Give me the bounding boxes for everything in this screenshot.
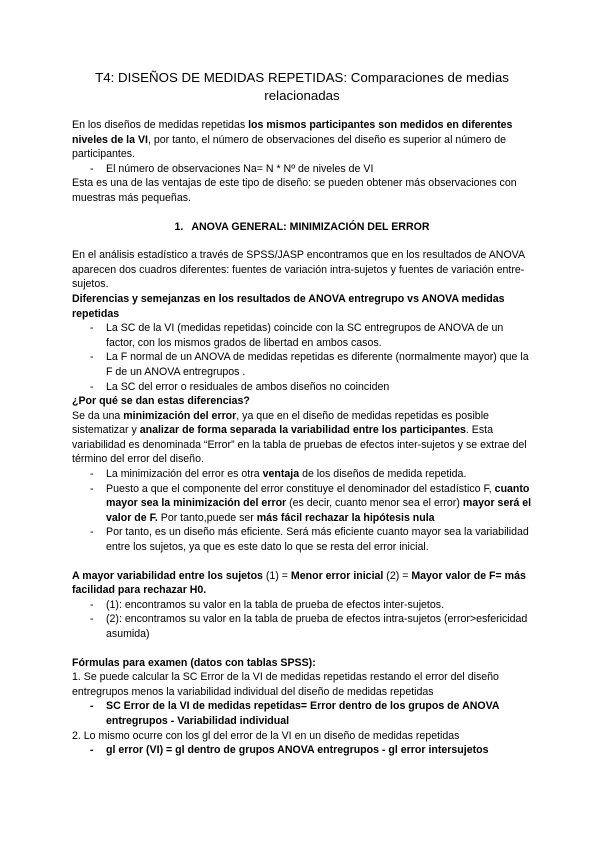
differences-heading: Diferencias y semejanzas en los resultados de ANOVA entregrupo vs ANOVA medidas repetidas: [72, 292, 505, 320]
formulas-heading: Fórmulas para examen (datos con tablas SPSS):: [72, 656, 316, 669]
list-item-text: La F normal de un ANOVA de medidas repetidas es diferente (normalmente mayor) que la F de un ANOVA entregrupos .: [106, 351, 529, 378]
variability-bold-a: A mayor variabilidad entre los sujetos: [72, 569, 263, 582]
why-paragraph: [72, 409, 532, 467]
list-item: [72, 321, 532, 350]
list-item: [72, 612, 532, 641]
list-item: [72, 350, 532, 379]
list-item: [72, 598, 532, 613]
variability-bold-c: Menor error inicial: [290, 569, 384, 582]
list-item-text: La SC de la VI (medidas repetidas) coincide con la SC entregrupos de ANOVA de un factor, con los mismos grados de libertad en ambos casos.: [106, 322, 504, 349]
dash-bullet: -: [90, 482, 94, 495]
section-heading: [72, 220, 532, 235]
item-text: de los diseños de medida repetida.: [299, 468, 467, 481]
item-text-bold: mayor será el valor de F.: [106, 497, 532, 524]
formula-text: SC Error de la VI de medidas repetidas= Error dentro de los grupos de ANOVA entregrupos - Variabilidad individual: [106, 700, 500, 727]
variability-text-d: (2) =: [383, 569, 412, 582]
variability-text-b: (1) =: [262, 569, 291, 582]
list-item: [72, 699, 532, 728]
formulas-paragraph-2: 2. Lo mismo ocurre con los gl del error de la VI en un diseño de medidas repetidas: [72, 729, 460, 742]
item-text: Por tanto,puede ser: [157, 511, 257, 524]
item-text-bold: ventaja: [262, 468, 300, 481]
document-body: [72, 69, 532, 758]
intro-text-bold: los mismos participantes son medidos en diferentes niveles de la VI: [72, 119, 513, 146]
list-item: [72, 525, 532, 554]
section-paragraph: En el análisis estadístico a través de SPSS/JASP encontramos que en los resultados de ANOVA aparecen dos cuadros diferentes: fuentes de variación intra-sujetos y fuentes de variación entre-sujetos.: [72, 249, 525, 291]
section-title: ANOVA GENERAL: MINIMIZACIÓN DEL ERROR: [191, 220, 430, 233]
list-item: [72, 467, 532, 482]
item-text: Puesto a que el componente del error constituye el denominador del estadístico F,: [106, 482, 495, 495]
item-text-bold: más fácil rechazar la hipótesis nula: [256, 511, 435, 524]
formula-text: gl error (VI) = gl dentro de grupos ANOVA entregrupos - gl error intersujetos: [106, 744, 489, 757]
dash-bullet: -: [90, 700, 94, 713]
dash-bullet: -: [90, 613, 94, 626]
intro-paragraph-2: Esta es una de las ventajas de este tipo de diseño: se pueden obtener más observaciones con muestras más pequeñas.: [72, 177, 517, 204]
dash-bullet: -: [90, 322, 94, 335]
item-text: La minimización del error es otra: [106, 468, 263, 481]
differences-list: [72, 321, 532, 394]
dash-bullet: -: [90, 526, 94, 539]
page-title: T4: DISEÑOS DE MEDIDAS REPETIDAS: Comparaciones de medias relacionadas: [95, 70, 509, 103]
list-item: [72, 743, 532, 758]
list-item: [72, 482, 532, 526]
intro-text-a: En los diseños de medidas repetidas: [72, 119, 249, 131]
variability-paragraph: [72, 569, 532, 598]
why-text-c: , ya que en el diseño de medidas repetidas es posible sistematizar y: [72, 409, 489, 437]
intro-text-c: , por tanto, el número de observaciones del diseño es superior al número de participantes.: [72, 133, 507, 161]
item-text-bold: cuanto mayor sea la minimización del error: [106, 482, 530, 510]
section-number: 1.: [174, 220, 184, 233]
list-item: [72, 162, 532, 177]
list-item-text: La SC del error o residuales de ambos diseños no coinciden: [106, 380, 390, 393]
item-text: Por tanto, es un diseño más eficiente. Será más eficiente cuanto mayor sea la variabilidad entre los sujetos, ya que es este dato lo que se resta del error inicial.: [106, 526, 529, 554]
dash-bullet: -: [90, 598, 94, 611]
dash-bullet: -: [90, 744, 94, 757]
formulas-list-2: [72, 743, 532, 758]
formulas-list-1: [72, 699, 532, 728]
dash-bullet: -: [90, 468, 94, 481]
dash-bullet: -: [90, 162, 94, 175]
list-item-text: (2): encontramos su valor en la tabla de prueba de efectos intra-sujetos (error>esfericidad asumida): [106, 613, 528, 640]
why-text-e: . Esta variabilidad es denominada “Error” en la tabla de pruebas de efectos inter-sujetos y se extrae del término del error del diseño.: [72, 424, 527, 466]
list-item: [72, 380, 532, 395]
intro-bullet-text: El número de observaciones Na= N * Nº de niveles de VI: [106, 162, 374, 175]
why-heading: ¿Por qué se dan estas diferencias?: [72, 395, 250, 408]
why-text-a: Se da una: [72, 409, 124, 422]
intro-paragraph: [72, 118, 532, 162]
variability-bold-e: Mayor valor de F= más facilidad para rechazar H0.: [72, 569, 526, 597]
variability-list: [72, 598, 532, 642]
list-item-text: (1): encontramos su valor en la tabla de prueba de efectos inter-sujetos.: [106, 598, 445, 611]
why-text-bold-1: minimización del error: [123, 409, 237, 422]
why-text-bold-2: analizar de forma separada la variabilidad entre los participantes: [139, 424, 466, 437]
dash-bullet: -: [90, 380, 94, 393]
item-text: (es decir, cuanto menor sea el error): [286, 497, 463, 510]
formulas-paragraph-1: 1. Se puede calcular la SC Error de la VI de medidas repetidas restando el error del diseño entregrupos menos la variabilidad individual del diseño de medidas repetidas: [72, 671, 499, 698]
dash-bullet: -: [90, 351, 94, 364]
intro-list: [72, 162, 532, 177]
why-list: [72, 467, 532, 555]
